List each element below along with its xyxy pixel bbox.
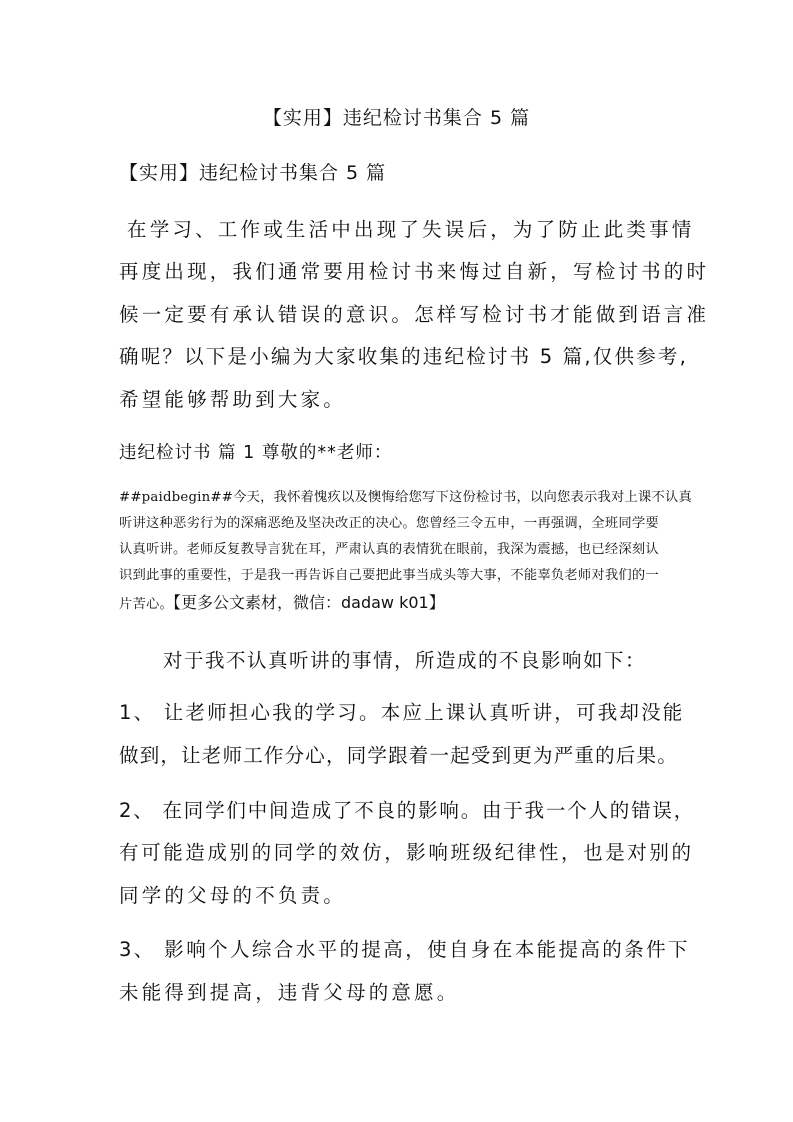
letter-line-3: 认真听讲。老师反复教导言犹在耳，严肃认真的表情犹在眼前，我深为震撼，也已经深刻认 xyxy=(119,542,659,557)
page-title: 【实用】违纪检讨书集合 5 篇 xyxy=(262,107,531,129)
document-subtitle: 【实用】违纪检讨书集合 5 篇 xyxy=(119,162,387,184)
intro-line-2: 再度出现，我们通常要用检讨书来悔过自新，写检讨书的时 xyxy=(119,260,710,283)
point-3-line-2: 未能得到提高，违背父母的意愿。 xyxy=(119,981,460,1004)
letter-line-5 xyxy=(119,590,445,613)
section-heading: 违纪检讨书 篇 1 尊敬的**老师： xyxy=(119,443,393,463)
letter-line-5-text: 片苦心。 xyxy=(119,597,173,612)
intro-line-3: 候一定要有承认错误的意识。怎样写检讨书才能做到语言准 xyxy=(119,303,710,326)
letter-line-4: 识到此事的重要性，于是我一再告诉自己要把此事当成头等大事，不能辜负老师对我们的一 xyxy=(119,568,659,583)
point-2-line-1: 2、 在同学们中间造成了不良的影响。由于我一个人的错误， xyxy=(119,799,696,822)
intro-line-4: 确呢？以下是小编为大家收集的违纪检讨书 5 篇,仅供参考, xyxy=(119,345,689,368)
intro-line-1: 在学习、工作或生活中出现了失误后，为了防止此类事情 xyxy=(127,218,695,241)
promo-note: 【更多公文素材，微信：dadaw k01】 xyxy=(173,593,445,612)
intro-line-5: 希望能够帮助到大家。 xyxy=(119,388,347,411)
point-2-line-3: 同学的父母的不负责。 xyxy=(119,884,347,907)
letter-line-2: 听讲这种恶劣行为的深痛恶绝及坚决改正的决心。您曾经三令五申，一再强调，全班同学要 xyxy=(119,516,659,531)
point-2-line-2: 有可能造成别的同学的效仿，影响班级纪律性，也是对别的 xyxy=(119,841,694,864)
point-3-line-1: 3、 影响个人综合水平的提高，使自身在本能提高的条件下 xyxy=(119,938,690,961)
effects-intro: 对于我不认真听讲的事情，所造成的不良影响如下： xyxy=(163,649,647,672)
point-1-line-1: 1、 让老师担心我的学习。本应上课认真听讲，可我却没能 xyxy=(119,701,685,724)
letter-line-1: ##paidbegin##今天，我怀着愧疚以及懊悔给您写下这份检讨书，以向您表示我对上课不认真 xyxy=(119,490,692,505)
point-1-line-2: 做到，让老师工作分心，同学跟着一起受到更为严重的后果。 xyxy=(119,744,678,767)
